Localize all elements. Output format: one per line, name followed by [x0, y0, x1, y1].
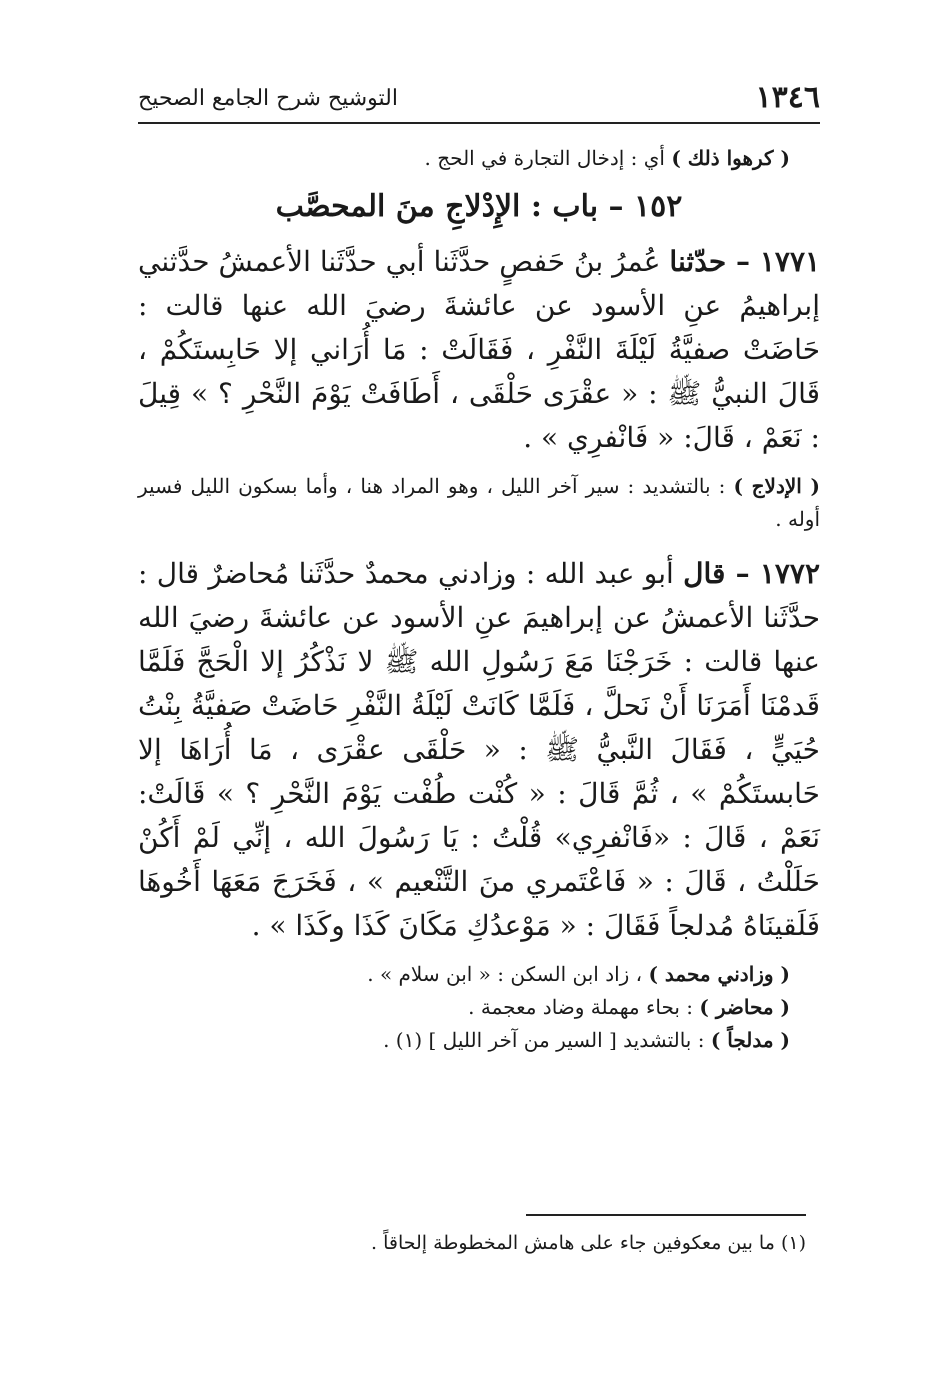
page-number: ١٣٤٦	[755, 80, 820, 115]
note-wazadani	[138, 958, 790, 991]
note-mudlijan	[138, 1024, 790, 1057]
note-term: ( كرهوا ذلك )	[671, 146, 790, 170]
note-term: ( الإدلاج )	[733, 474, 820, 498]
note-text: أي : إدخال التجارة في الحج .	[424, 146, 672, 170]
note-text: ، زاد ابن السكن : « ابن سلام » .	[367, 962, 649, 986]
running-title: التوشيح شرح الجامع الصحيح	[138, 86, 398, 111]
note-term: ( مدلجاً )	[710, 1028, 790, 1052]
hadith-1772	[138, 552, 820, 948]
hadith-1771	[138, 240, 820, 460]
chapter-heading: ١٥٢ – باب : الإِدْلاجِ منَ المحصَّب	[275, 189, 683, 224]
note-karihu	[138, 142, 790, 175]
note-text: : بحاء مهملة وضاد معجمة .	[468, 995, 700, 1019]
note-term: ( محاضر )	[699, 995, 790, 1019]
footnote: (١) ما بين معكوفين جاء على هامش المخطوطة إلحاقاً .	[371, 1232, 806, 1254]
note-idlaj	[138, 470, 820, 536]
hadith-number: ١٧٧٢ – قال	[683, 557, 820, 590]
footnote-separator	[526, 1214, 806, 1216]
main-text	[138, 142, 820, 1057]
note-term: ( وزادني محمد )	[648, 962, 790, 986]
note-text: : بالتشديد : سير آخر الليل ، وهو المراد هنا ، وأما بسكون الليل فسير أوله .	[138, 474, 820, 531]
hadith-text: أبو عبد الله : وزادني محمدٌ حدَّثَنا مُحاضرٌ قال : حدَّثَنا الأعمشُ عن إبراهيمَ عنِ الأسود عن عائشةَ رضيَ الله عنها قالت : خَرَجْنَا مَعَ رَسُولِ الله ﷺ لا نَذْكُرُ إلا الْحَجَّ فَلَمَّا قَدمْنَا أَمَرَنَا أَنْ نَحلَّ ، فَلَمَّا كَانَتْ لَيْلَةُ النَّفْرِ حَاضَتْ صَفيَّةُ بِنْتُ حُيَيٍّ ، فَقَالَ النَّبيُّ ﷺ : « حَلْقَى عقْرَى ، مَا أُرَاهَا إلا حَابستَكُمْ » ، ثُمَّ قَالَ : « كُنْت طُفْت يَوْمَ النَّحْرِ ؟ » قَالَتْ: نَعَمْ ، قَالَ : «فَانْفرِي» قُلْتُ : يَا رَسُولَ الله ، إنِّي لَمْ أَكُنْ حَلَلْتُ ، قَالَ : « فَاعْتَمري منَ التَّنْعيم » ، فَخَرَجَ مَعَهَا أَخُوهَا فَلَقينَاهُ مُدلجاً فَقَالَ : « مَوْعدُكِ مَكَانَ كَذَا وكَذَا » .	[138, 557, 820, 942]
hadith-number: ١٧٧١ – حدّثنا	[669, 245, 821, 278]
hadith-text: عُمرُ بنُ حَفصٍ حدَّثَنا أبي حدَّثَنا الأعمشُ حدَّثني إبراهيمُ عنِ الأسود عن عائشةَ رضيَ الله عنها قالت : حَاضَتْ صفيَّةُ لَيْلَةَ النَّفْرِ ، فَقَالَتْ : مَا أُرَاني إلا حَابِستَكُمْ ، قَالَ النبيُّ ﷺ : « عقْرَى حَلْقَى ، أَطَافَتْ يَوْمَ النَّحْرِ ؟ » قِيلَ : نَعَمْ ، قَالَ: « فَانْفرِي » .	[138, 245, 820, 454]
note-text: : بالتشديد [ السير من آخر الليل ] (١) .	[383, 1028, 711, 1052]
page-header	[138, 78, 820, 124]
note-muhadir	[138, 991, 790, 1024]
